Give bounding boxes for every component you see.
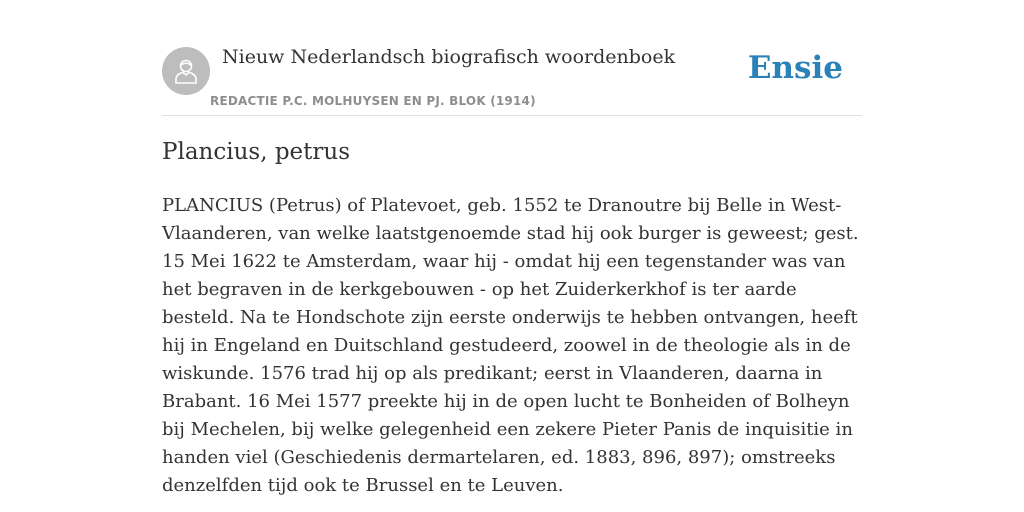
entry-title: Plancius, petrus bbox=[162, 139, 351, 165]
ensie-logo[interactable]: Ensie bbox=[747, 50, 843, 86]
user-icon bbox=[174, 58, 198, 84]
avatar[interactable] bbox=[162, 47, 210, 95]
source-title[interactable]: Nieuw Nederlandsch biografisch woordenboek bbox=[222, 46, 676, 68]
entry-body: PLANCIUS (Petrus) of Platevoet, geb. 1552 te Dranoutre bij Belle in West-Vlaanderen, van welke laatstgenoemde stad hij ook burger is geweest; gest. 15 Mei 1622 te Amsterdam, waar hij - omdat hij een tegenstander was van het begraven in de kerkgebouwen - op het Zuiderkerkhof is ter aarde besteld. Na te Hondschote zijn eerste onderwijs te hebben ontvangen, heeft hij in Engeland en Duitschland gestudeerd, zoowel in de theologie als in de wiskunde. 1576 trad hij op als predikant; eerst in Vlaanderen, daarna in Brabant. 16 Mei 1577 preekte hij in de open lucht te Bonheiden of Bolheyn bij Mechelen, bij welke gelegenheid een zekere Pieter Panis de inquisitie in handen viel (Geschiedenis dermartelaren, ed. 1883, 896, 897); omstreeks denzelfden tijd ook te Brussel en te Leuven. bbox=[162, 195, 859, 496]
source-editors: REDACTIE P.C. MOLHUYSEN EN PJ. BLOK (1914) bbox=[210, 94, 536, 108]
source-header bbox=[162, 40, 862, 116]
